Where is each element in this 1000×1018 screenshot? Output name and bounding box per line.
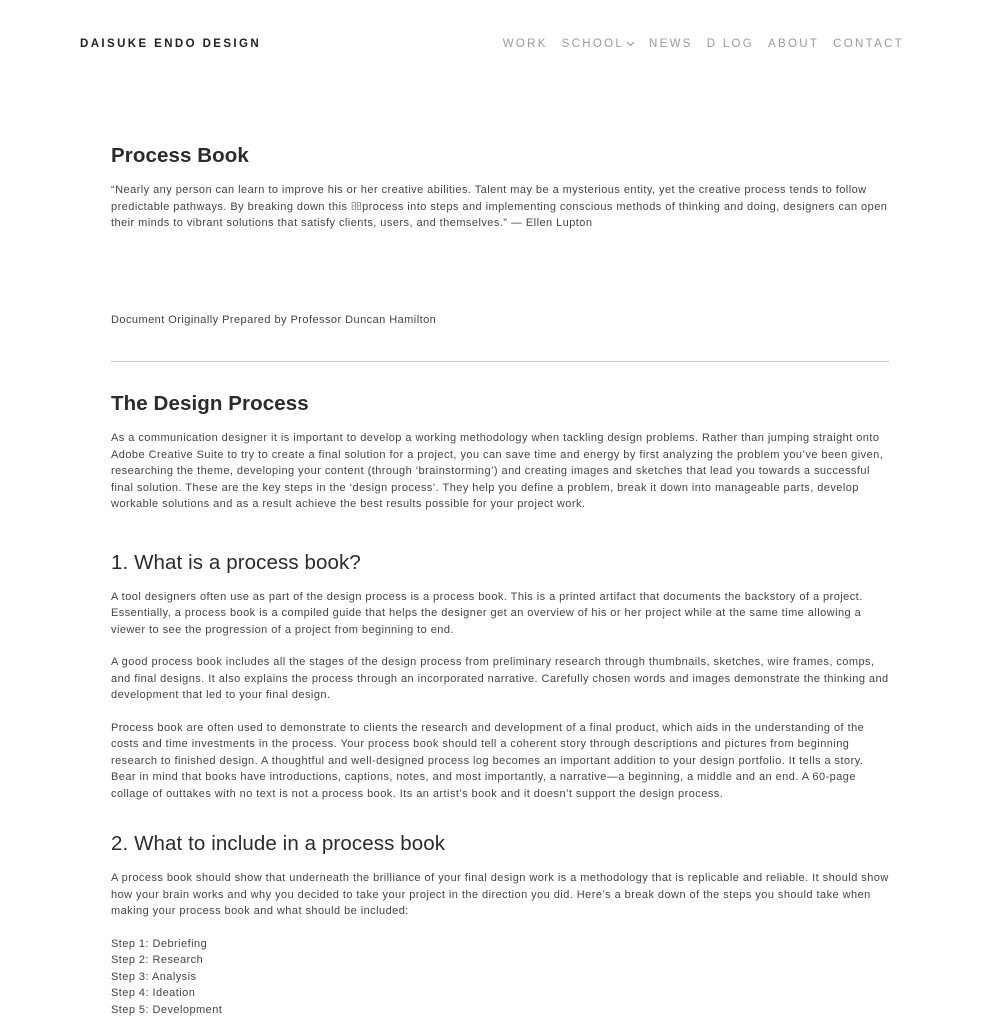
list-item: Step 1: Debriefing <box>111 936 891 953</box>
list-item: Step 5: Development <box>111 1002 891 1018</box>
site-logo-link[interactable]: DAISUKE ENDO DESIGN <box>80 38 261 50</box>
nav-about[interactable]: ABOUT <box>768 38 819 50</box>
nav-school[interactable] <box>562 38 635 50</box>
design-process-heading: The Design Process <box>111 392 891 416</box>
section-what-is-process-book <box>111 551 891 803</box>
nav-school-label: SCHOOL <box>562 38 624 50</box>
intro-section <box>111 144 891 328</box>
section1-heading: 1. What is a process book? <box>111 551 891 575</box>
list-item: Step 2: Research <box>111 952 891 969</box>
section1-paragraph: Process book are often used to demonstrate to clients the research and development of a final product, which aids in the understanding of the costs and time investments in the process. Your process book should tell a coherent story through descriptions and pictures from beginning research to finished design. A thoughtful and well-designed process log becomes an important addition to your design portfolio. It tells a story. Bear in mind that books have introductions, captions, notes, and most importantly, a narrative—a beginning, a middle and an end. A 60-page collage of outtakes with no text is not a process book. Its an artist’s book and it doesn’t support the design process. <box>111 720 891 803</box>
page-title: Process Book <box>111 144 891 168</box>
section-divider <box>111 361 889 362</box>
section2-heading: 2. What to include in a process book <box>111 832 891 856</box>
nav-news[interactable]: NEWS <box>649 38 693 50</box>
nav-work[interactable]: WORK <box>503 38 548 50</box>
list-item: Step 3: Analysis <box>111 969 891 986</box>
document-credit: Document Originally Prepared by Professor Duncan Hamilton <box>111 312 891 329</box>
section1-paragraph: A tool designers often use as part of the design process is a process book. This is a printed artifact that documents the backstory of a project. Essentially, a process book is a compiled guide that helps the designer get an overview of his or her project while at the same time allowing a viewer to see the progression of a project from beginning to end. <box>111 589 891 639</box>
site-header <box>0 0 1000 90</box>
design-process-section <box>111 392 891 513</box>
section1-paragraph: A good process book includes all the stages of the design process from preliminary research through thumbnails, sketches, wire frames, comps, and final designs. It also explains the process through an incorporated narrative. Carefully chosen words and images demonstrate the thinking and development that led to your final design. <box>111 654 891 704</box>
nav-contact[interactable]: CONTACT <box>833 38 904 50</box>
steps-list <box>111 936 891 1018</box>
list-item: Step 4: Ideation <box>111 985 891 1002</box>
intro-quote: “Nearly any person can learn to improve his or her creative abilities. Talent may be a mysterious entity, yet the creative process tends to follow predictable pathways. By breaking down this process into steps and implementing conscious methods of thinking and doing, designers can open their minds to vibrant solutions that satisfy clients, users, and themselves.” — Ellen Lupton <box>111 182 891 232</box>
section-what-to-include <box>111 832 891 1018</box>
main-nav <box>503 38 904 50</box>
main-content <box>111 140 891 1018</box>
nav-dlog[interactable]: D LOG <box>707 38 754 50</box>
section2-intro: A process book should show that underneath the brilliance of your final design work is a methodology that is replicable and reliable. It should show how your brain works and why you decided to take your project in the direction you did. Here’s a break down of the steps you should take when making your process book and what should be included: <box>111 870 891 920</box>
chevron-down-icon <box>626 38 635 50</box>
design-process-body: As a communication designer it is important to develop a working methodology when tackling design problems. Rather than jumping straight onto Adobe Creative Suite to try to create a final solution for a project, you can save time and energy by first analyzing the problem you’ve been given, researching the theme, developing your content (through ‘brainstorming’) and creating images and sketches that lead you towards a successful final solution. These are the key steps in the ‘design process’. They help you define a problem, break it down into manageable parts, develop workable solutions and as a result achieve the best results possible for your project work. <box>111 430 891 513</box>
